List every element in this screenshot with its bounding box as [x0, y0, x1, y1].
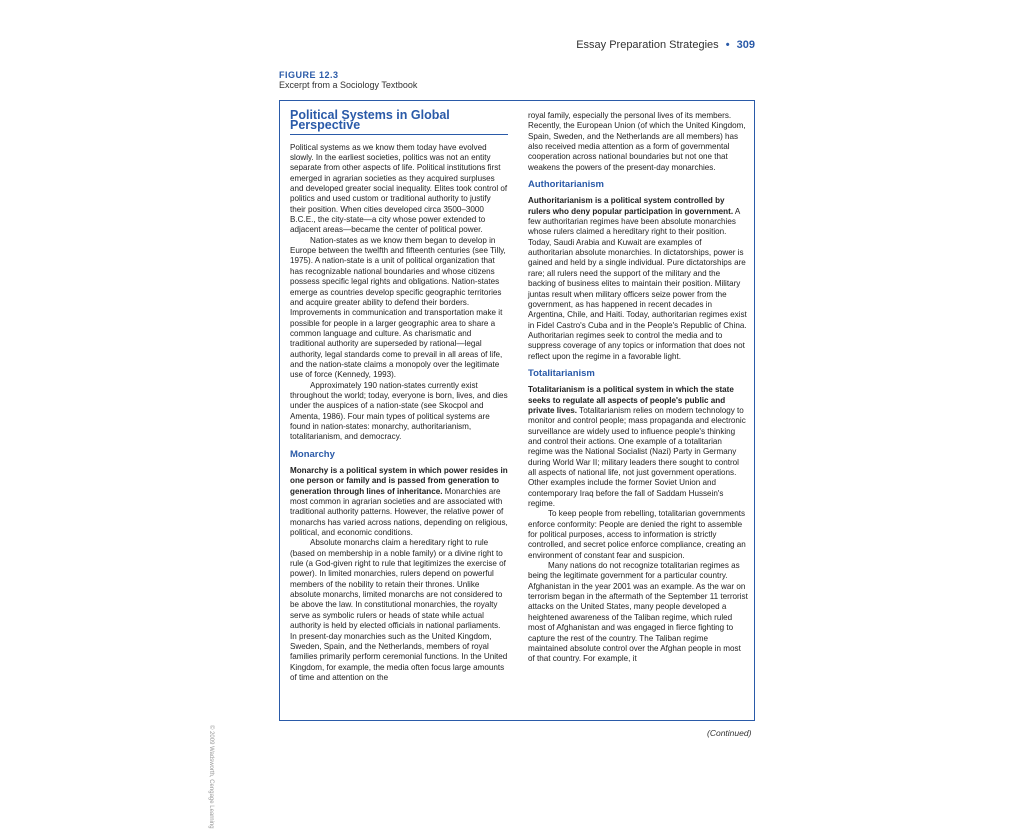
figure-caption: Excerpt from a Sociology Textbook — [279, 80, 418, 90]
continued-label: (Continued) — [707, 728, 752, 738]
totalitarianism-paragraph-1 — [528, 385, 748, 509]
intro-paragraph-1: Political systems as we know them today have evolved slowly. In the earliest societies, politics was not an entity separate from other aspects of life. Political institutions first emerged in agrarian societies as they acquired surpluses and developed greater social inequality. Elites took control of politics and used custom or traditional authority to justify their position. When cities developed circa 3500–3000 B.C.E., the city-state—a city whose power extended to adjacent areas—became the center of political power. — [290, 142, 508, 235]
totalitarianism-paragraph-3: Many nations do not recognize totalitarian regimes as being the legitimate government for a particular country. Afghanistan in the year 2001 was an example. As the war on terrorism began in the aftermath of the September 11 terrorist attacks on the United States, many people developed a heightened awareness of the Taliban regime, which ruled most of Afghanistan and was engaged in fierce fighting to capture the rest of the country. The Taliban regime maintained absolute control over the Afghan people in most of that country. For example, it — [528, 561, 748, 664]
left-column — [290, 101, 508, 683]
totalitarianism-paragraph-2: To keep people from rebelling, totalitarian governments enforce conformity: People are denied the right to assemble for political purposes, access to information is strictly controlled, and secret police enforce compliance, creating an environment of constant fear and suspicion. — [528, 509, 746, 560]
header-bullet: • — [725, 39, 730, 51]
monarchy-paragraph-2: Absolute monarchs claim a hereditary right to rule (based on membership in a noble family) or a divine right to rule (a God-given right to rule that legitimizes the exercise of power). In limited monarchies, rulers depend on powerful members of the nobility to retain their thrones. Unlike absolute monarchs, limited monarchs are not considered to be above the law. In constitutional monarchies, the royalty serve as symbolic rulers or heads of state while actual authority is held by elected officials in national parliaments. In present-day monarchies such as the United Kingdom, Sweden, Spain, and the Netherlands, members of royal families primarily perform ceremonial functions. In the United Kingdom, for example, the media often focus large amounts of time and attention on the — [290, 538, 508, 682]
totalitarianism-definition-rest: Totalitarianism relies on modern technology to monitor and control people; mass propaganda and electronic surveillance are widely used to influence people's thinking and control their actions. One example of a totalitarian regime was the National Socialist (Nazi) Party in Germany during World War II; military leaders there sought to control all aspects of national life, not just government operations. Other examples include the former Soviet Union and contemporary Iraq before the fall of Saddam Hussein's regime. — [528, 405, 746, 509]
monarchy-definition-rest: Monarchies are most common in agrarian societies and are associated with traditional authority patterns. However, the relative power of monarchs has varied across nations, depending on religious, political, and economic conditions. — [290, 486, 508, 538]
monarchy-paragraph-1 — [290, 466, 508, 538]
article-title: Political Systems in Global Perspective — [290, 110, 508, 135]
authoritarianism-heading: Authoritarianism — [528, 179, 605, 191]
monarchy-definition: Monarchy is a political system in which power resides in one person or family and is passed from generation to generation through lines of inheritance. — [290, 466, 508, 496]
totalitarianism-definition: Totalitarianism is a political system in which the state seeks to regulate all aspects of people's public and private lives. — [528, 385, 734, 415]
running-title: Essay Preparation Strategies — [576, 39, 719, 51]
intro-paragraph-3: Approximately 190 nation-states currently exist throughout the world; today, everyone is born, lives, and dies under the auspices of a nation-state (see Skocpol and Amenta, 1986). Four main types of political systems are found in nation-states: monarchy, authoritarianism, totalitarianism, and democracy. — [290, 380, 508, 442]
copyright-credit: © 2009 Wadsworth, Cengage Learning — [208, 725, 214, 829]
authoritarianism-paragraph — [528, 196, 748, 362]
figure-label: FIGURE 12.3 — [279, 70, 339, 80]
continuation-paragraph: royal family, especially the personal lives of its members. Recently, the European Union (of which the United Kingdom, Spain, Sweden, and the Netherlands are all members) has also received media attention as a form of governmental cooperation across national boundaries but not one that weakens the powers of the present-day monarchies. — [528, 111, 746, 172]
excerpt-frame — [279, 100, 755, 721]
right-column — [528, 101, 748, 665]
authoritarianism-definition: Authoritarianism is a political system controlled by rulers who deny popular participation in government. — [528, 196, 734, 216]
totalitarianism-heading: Totalitarianism — [528, 367, 595, 379]
running-head — [576, 39, 755, 51]
intro-paragraph-2: Nation-states as we know them began to develop in Europe between the twelfth and fifteenth centuries (see Tilly, 1975). A nation-state is a unit of political organization that has recognizable national boundaries and whose citizens possess specific legal rights and obligations. Nation-states emerge as countries develop specific geographic territories and acquire greater ability to defend their borders. Improvements in communication and transportation make it possible for people in a larger geographic area to share a common language and culture. As charismatic and traditional authority are superseded by rational—legal authority, legal standards come to prevail in all areas of life, and the nation-state claims a monopoly over the legitimate use of force (Kennedy, 1993). — [290, 235, 506, 380]
page-number: 309 — [736, 39, 755, 51]
monarchy-heading: Monarchy — [290, 448, 335, 460]
authoritarianism-definition-rest: A few authoritarian regimes have been absolute monarchies whose rulers claimed a hereditary right to their position. Today, Saudi Arabia and Kuwait are examples of authoritarian absolute monarchies. In dictatorships, power is gained and held by a single individual. Pure dictatorships are rare; all rulers need the support of the military and the backing of business elites to maintain their position. Military juntas result when military officers seize power from the government, as has happened in recent decades in Argentina, Chile, and Haiti. Today, authoritarian regimes exist in Fidel Castro's Cuba and in the People's Republic of China. Authoritarian regimes seek to control the media and to suppress coverage of any topics or information that does not reflect upon the regime in a favorable light. — [528, 206, 747, 361]
